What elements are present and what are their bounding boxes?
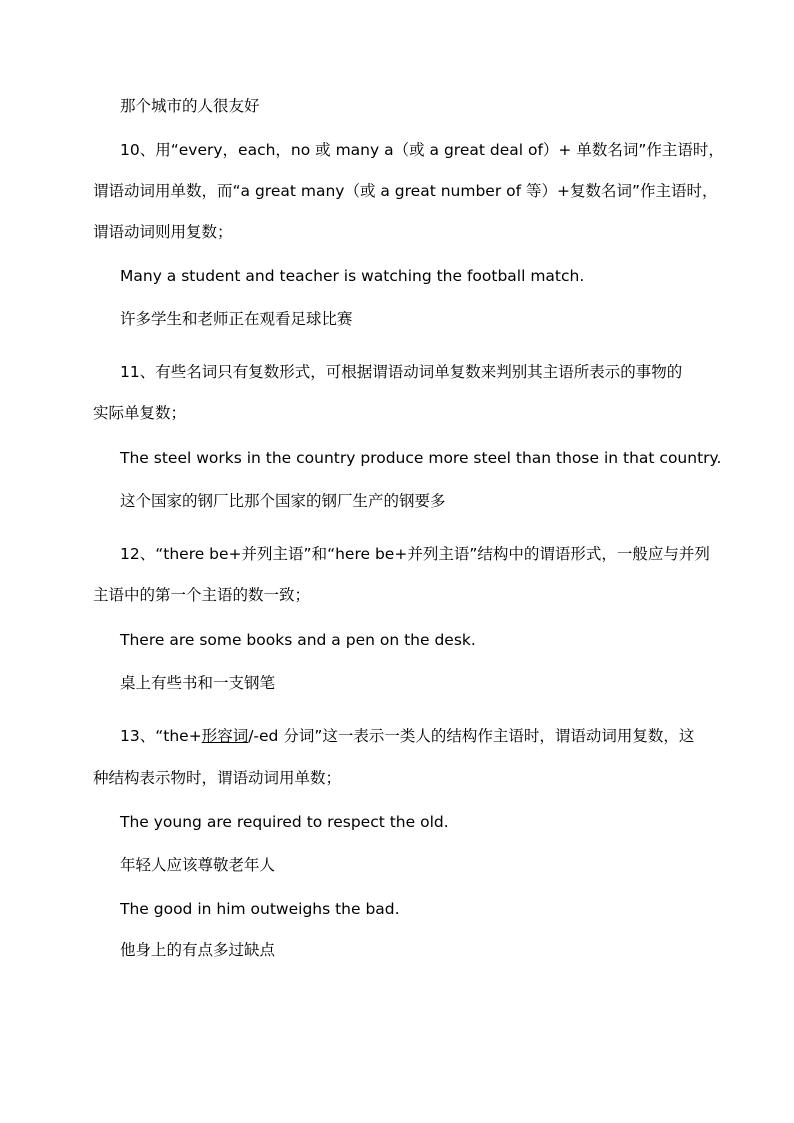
example-10-en: Many a student and teacher is watching the football match. (120, 267, 585, 285)
example-10-zh: 许多学生和老师正在观看足球比赛 (120, 310, 353, 328)
example-12-zh: 桌上有些书和一支钢笔 (120, 674, 276, 692)
example-11-en: The steel works in the country produce more steel than those in that country. (120, 449, 722, 467)
adjective-link[interactable]: 形容词 (201, 727, 249, 745)
example-11-zh: 这个国家的钢厂比那个国家的钢厂生产的钢要多 (120, 492, 446, 510)
text-line-1: 那个城市的人很友好 (120, 97, 260, 115)
rule-10-line-1: 10、用“every，each，no 或 many a（或 a great deal of）+ 单数名词”作主语时， (120, 141, 724, 159)
rule-12-line-1: 12、“there be+并列主语”和“here be+并列主语”结构中的谓语形式，一般应与并列 (120, 545, 710, 563)
rule-12-line-2: 主语中的第一个主语的数一致； (93, 586, 311, 604)
example-13a-en: The young are required to respect the old. (120, 813, 449, 831)
example-13b-en: The good in him outweighs the bad. (120, 900, 400, 918)
rule-10-line-3: 谓语动词则用复数； (93, 223, 233, 241)
rule-13-line-2: 种结构表示物时，谓语动词用单数； (93, 769, 342, 787)
rule-13-suffix: /-ed 分词”这一表示一类人的结构作主语时，谓语动词用复数，这 (248, 727, 695, 745)
rule-13-prefix: 13、“the+ (120, 727, 202, 745)
rule-11-line-2: 实际单复数； (93, 404, 187, 422)
example-13b-zh: 他身上的有点多过缺点 (120, 941, 276, 959)
rule-10-line-2: 谓语动词用单数，而“a great many（或 a great number of 等）+复数名词”作主语时， (93, 182, 718, 200)
example-12-en: There are some books and a pen on the desk. (120, 631, 476, 649)
rule-13-line-1 (120, 726, 694, 746)
rule-11-line-1: 11、有些名词只有复数形式，可根据谓语动词单复数来判别其主语所表示的事物的 (120, 363, 683, 381)
example-13a-zh: 年轻人应该尊敬老年人 (120, 856, 276, 874)
